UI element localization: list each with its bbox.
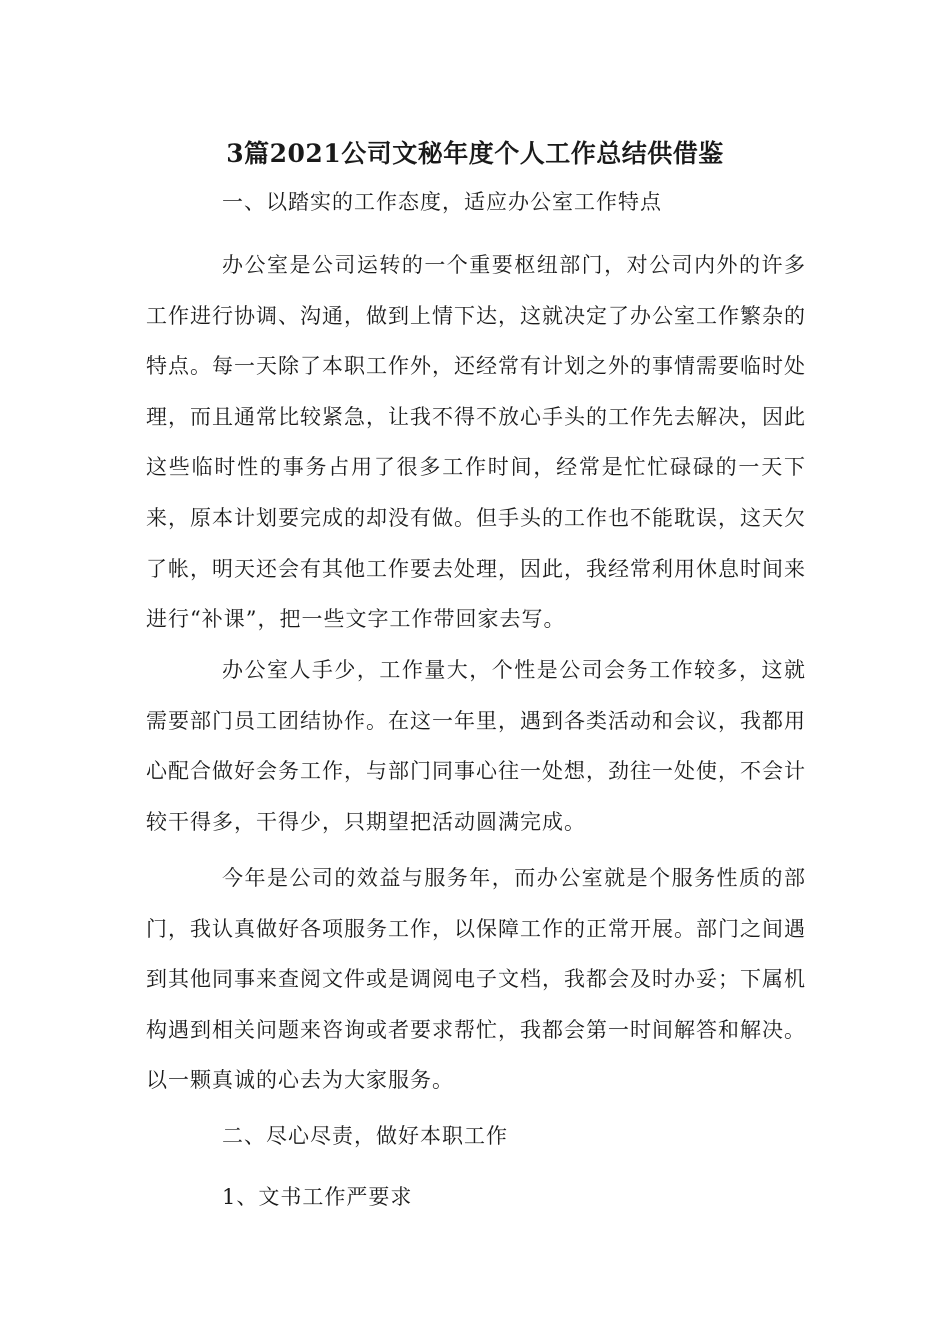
document-title: 3篇2021公司文秘年度个人工作总结供借鉴 — [226, 139, 724, 168]
paragraph-3: 今年是公司的效益与服务年，而办公室就是个服务性质的部门，我认真做好各项服务工作，以保障工作的正常开展。部门之间遇到其他同事来查阅文件或是调阅电子文档，我都会及时办妥；下属机构遇到相关问题来咨询或者要求帮忙，我都会第一时间解答和解决。以一颗真诚的心去为大家服务。 — [146, 866, 806, 1093]
paragraph-2: 办公室人手少，工作量大，个性是公司会务工作较多，这就需要部门员工团结协作。在这一年里，遇到各类活动和会议，我都用心配合做好会务工作，与部门同事心往一处想，劲往一处使，不会计较干得多，干得少，只期望把活动圆满完成。 — [146, 658, 806, 834]
paragraph-1: 办公室是公司运转的一个重要枢纽部门，对公司内外的许多工作进行协调、沟通，做到上情下达，这就决定了办公室工作繁杂的特点。每一天除了本职工作外，还经常有计划之外的事情需要临时处理，而且通常比较紧急，让我不得不放心手头的工作先去解决，因此这些临时性的事务占用了很多工作时间，经常是忙忙碌碌的一天下来，原本计划要完成的却没有做。但手头的工作也不能耽误，这天欠了帐，明天还会有其他工作要去处理，因此，我经常利用休息时间来进行“补课”，把一些文字工作带回家去写。 — [146, 253, 806, 632]
section-heading-1: 一、以踏实的工作态度，适应办公室工作特点 — [222, 190, 662, 214]
section-heading-2: 二、尽心尽责，做好本职工作 — [222, 1124, 508, 1148]
subsection-heading-1: 1、文书工作严要求 — [222, 1185, 413, 1209]
